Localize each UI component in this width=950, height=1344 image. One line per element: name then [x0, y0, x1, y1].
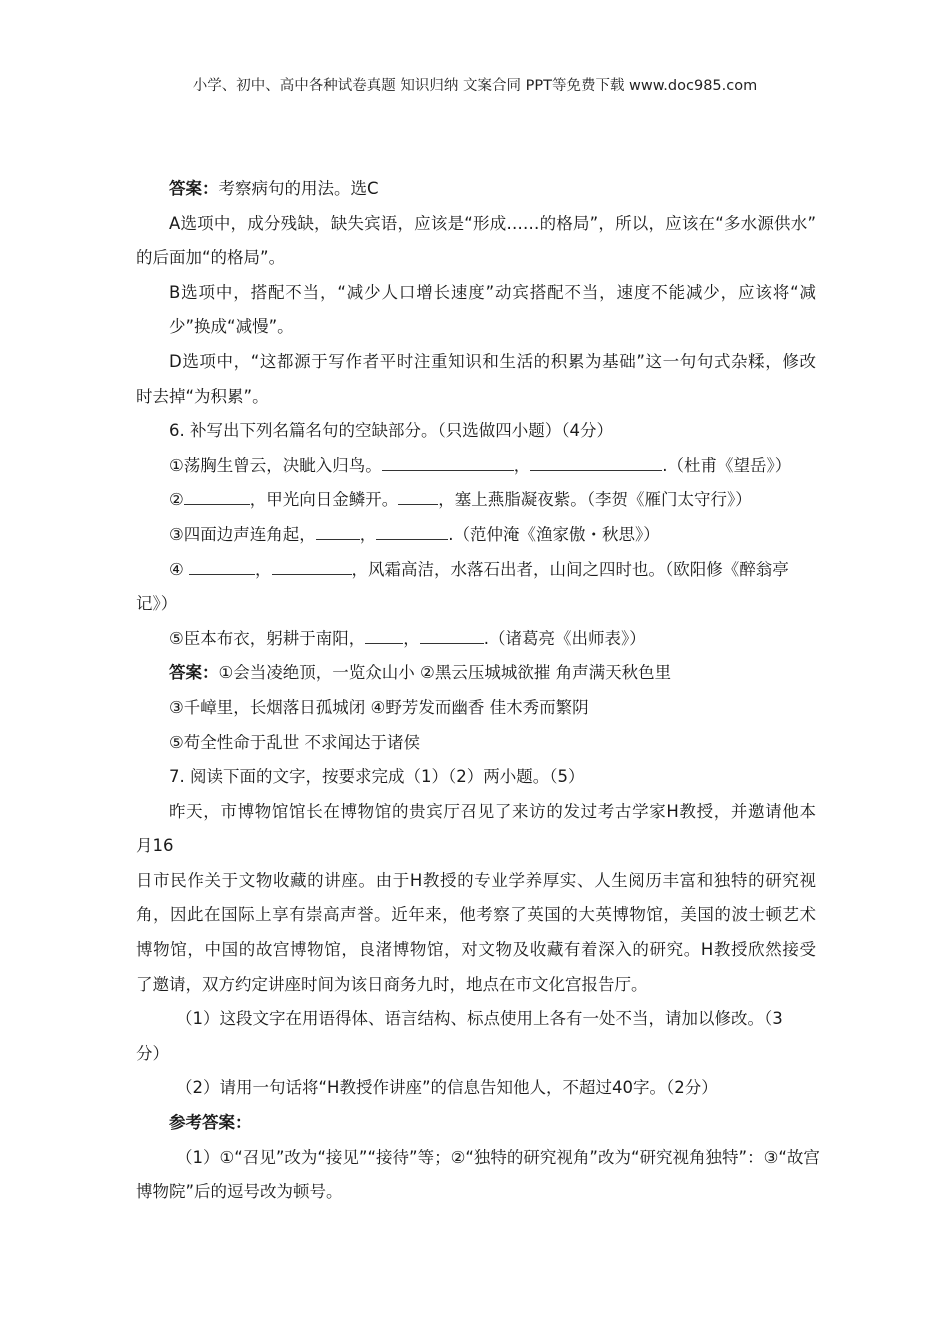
- blank-line: [420, 628, 484, 644]
- answer-text: ①会当凌绝顶，一览众山小 ②黑云压城城欲摧 角声满天秋色里: [218, 663, 672, 683]
- text-line: 博物院”后的逗号改为顿号。: [136, 1182, 343, 1202]
- item-text: ⑤臣本布衣，躬耕于南阳，: [169, 628, 366, 648]
- text-line: ③千嶂里，长烟落日孤城闭 ④野芳发而幽香 佳木秀而繁阴: [169, 697, 589, 717]
- answer-line: [136, 178, 816, 213]
- item-text: ，甲光向日金鳞开。: [249, 490, 399, 510]
- blank-line: [316, 524, 360, 540]
- question-7-title: 7. 阅读下面的文字，按要求完成（1）（2）两小题。（5）: [169, 767, 585, 787]
- answer-label: 答案：: [169, 663, 219, 683]
- item-text: ④: [169, 559, 190, 579]
- blank-line: [398, 489, 438, 505]
- item-text: ①荡胸生曾云，决眦入归鸟。: [169, 455, 382, 475]
- blank-line: [189, 559, 255, 575]
- text-line: （1）①“召见”改为“接见”“接待”等；②“独特的研究视角”改为“研究视角独特”：③“故宫: [176, 1147, 820, 1167]
- item-text: ，风霜高洁，水落石出者，山间之四时也。（欧阳修《醉翁亭: [351, 559, 789, 579]
- item-text: .（诸葛亮《出师表》）: [483, 628, 646, 648]
- fill-blank-item: [136, 559, 816, 594]
- item-text: ，: [359, 524, 377, 544]
- text-line: 少”换成“减慢”。: [169, 317, 294, 337]
- document-body: [136, 178, 820, 1216]
- text-line: 时去掉“为积累”。: [136, 386, 269, 406]
- text-line: ⑤苟全性命于乱世 不求闻达于诸侯: [169, 732, 421, 752]
- item-text: ，: [403, 628, 420, 648]
- fill-blank-item: [136, 489, 816, 524]
- blank-line: [376, 524, 448, 540]
- blank-line: [365, 628, 403, 644]
- sub-question-1: （1）这段文字在用语得体、语言结构、标点使用上各有一处不当，请加以修改。（3: [176, 1009, 783, 1029]
- sub-question-2: （2）请用一句话将“H教授作讲座”的信息告知他人，不超过40字。（2分）: [176, 1078, 718, 1098]
- item-text: ，: [513, 455, 531, 475]
- item-text: ，塞上燕脂凝夜紫。（李贺《雁门太守行》）: [438, 490, 752, 510]
- answer-label: 答案：: [169, 179, 219, 198]
- fill-blank-item: [136, 455, 816, 490]
- blank-line: [184, 489, 250, 505]
- question-6-title: 6. 补写出下列名篇名句的空缺部分。（只选做四小题）（4分）: [169, 421, 613, 441]
- text-line: 了邀请，双方约定讲座时间为该日商务九时，地点在市文化宫报告厅。: [136, 974, 648, 994]
- answer-text: 考察病句的用法。选C: [218, 179, 379, 198]
- text-line: D选项中，“这都源于写作者平时注重知识和生活的积累为基础”这一句句式杂糅，修改: [169, 351, 816, 371]
- fill-blank-item: [136, 524, 816, 559]
- text-line: 博物馆，中国的故宫博物馆，良渚博物馆，对文物及收藏有着深入的研究。H教授欣然接受: [136, 940, 816, 960]
- item-text: ③四面边声连角起，: [169, 524, 316, 544]
- item-text: ②: [169, 490, 184, 510]
- answer-line: [136, 662, 816, 697]
- page-header: 小学、初中、高中各种试卷真题 知识归纳 文案合同 PPT等免费下载 www.doc985.com: [192, 78, 758, 94]
- item-text: ，: [255, 559, 272, 579]
- item-text: .（杜甫《望岳》）: [662, 455, 792, 475]
- text-line: 角，因此在国际上享有崇高声誉。近年来，他考察了英国的大英博物馆，美国的波士顿艺术: [136, 905, 816, 925]
- text-line: A选项中，成分残缺，缺失宾语，应该是“形成……的格局”，所以，应该在“多水源供水”: [169, 213, 816, 233]
- blank-line: [382, 455, 514, 471]
- fill-blank-item: [136, 628, 816, 663]
- text-line: B选项中，搭配不当，“减少人口增长速度”动宾搭配不当，速度不能减少，应该将“减: [169, 282, 816, 302]
- text-line: 分）: [136, 1043, 169, 1063]
- reference-answer-label: 参考答案：: [169, 1113, 252, 1133]
- blank-line: [530, 455, 662, 471]
- item-text: .（范仲淹《渔家傲・秋思》）: [448, 524, 660, 544]
- blank-line: [272, 559, 352, 575]
- text-line: 的后面加“的格局”。: [136, 248, 286, 268]
- text-line: 昨天，市博物馆馆长在博物馆的贵宾厅召见了来访的发过考古学家H教授，并邀请他本: [169, 801, 816, 821]
- text-line: 记》）: [136, 594, 178, 614]
- text-line: 月16: [136, 836, 174, 856]
- text-line: 日市民作关于文物收藏的讲座。由于H教授的专业学养厚实、人生阅历丰富和独特的研究视: [136, 870, 816, 890]
